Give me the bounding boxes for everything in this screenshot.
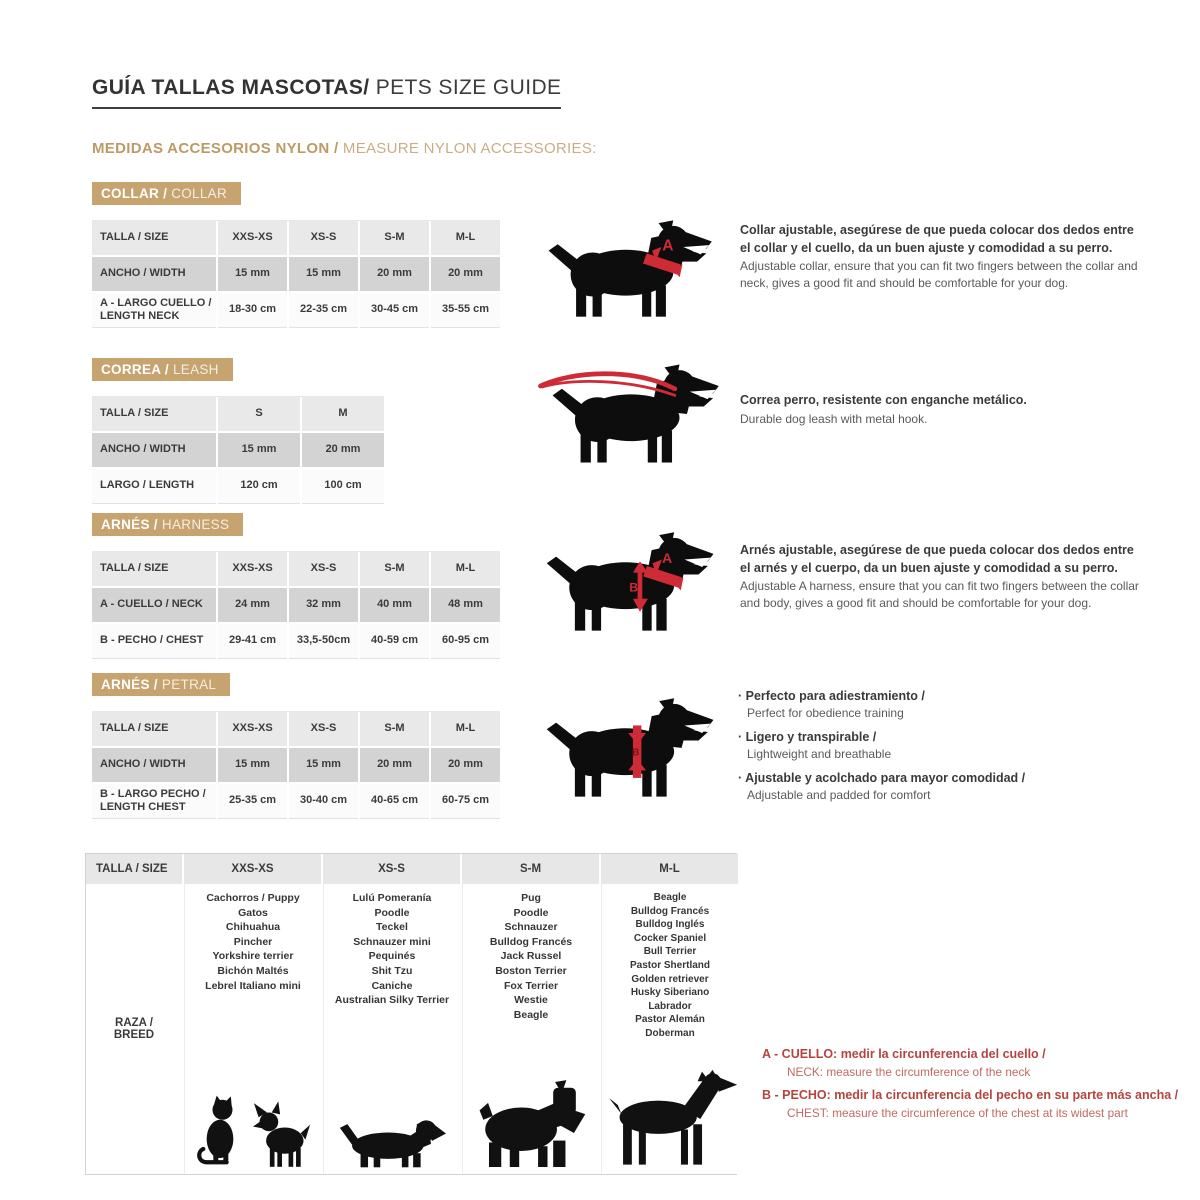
dog-silhouette-leash-icon — [528, 358, 733, 470]
petral-bullets — [738, 688, 1148, 811]
breed-item: Caniche — [371, 979, 413, 992]
breed-item: Pequinés — [368, 950, 416, 963]
breed-item: Australian Silky Terrier — [334, 994, 450, 1007]
petral-badge-en: PETRAL — [157, 677, 217, 692]
collar-badge-es: COLLAR / — [101, 186, 168, 201]
size-table-value-cell: 100 cm — [302, 469, 384, 504]
size-table-value-cell: 20 mm — [302, 433, 384, 467]
leash-dog-figure — [528, 358, 733, 470]
breed-item: Gatos — [238, 906, 268, 919]
breed-item: Bulldog Inglés — [635, 919, 705, 931]
breed-item: Beagle — [653, 892, 687, 903]
harness-description-es: Arnés ajustable, asegúrese de que pueda colocar dos dedos entre el arnés y el cuerpo, da un buen ajuste y comodidad a su perro. — [740, 543, 1134, 575]
size-table-value-cell: 20 mm — [431, 748, 500, 782]
harness-badge — [92, 513, 243, 536]
breed-item: Cachorros / Puppy — [206, 892, 300, 904]
size-table-value-cell: 60-75 cm — [431, 784, 500, 819]
breed-item: Beagle — [513, 1008, 549, 1021]
breed-item: Schnauzer — [504, 921, 558, 934]
size-table-value-cell: 40-59 cm — [360, 624, 429, 659]
breed-header-s-m: S-M — [462, 854, 599, 884]
breed-table — [85, 853, 737, 1175]
breed-item: Fox Terrier — [503, 979, 559, 992]
size-table-value-cell: 29-41 cm — [218, 624, 287, 659]
breed-item: Schnauzer mini — [353, 935, 431, 948]
breed-col-s-m — [462, 884, 599, 1174]
size-table-header-cell: TALLA / SIZE — [92, 397, 216, 431]
breed-item: Chihuahua — [225, 921, 281, 934]
size-table-value-cell: 120 cm — [218, 469, 300, 504]
collar-size-table — [92, 220, 500, 328]
page-title-es: GUÍA TALLAS MASCOTAS/ — [92, 76, 370, 99]
size-table-value-cell: 33,5-50cm — [289, 624, 358, 659]
breed-row-label: RAZA / BREED — [86, 884, 182, 1174]
breed-col-xxs-xs — [184, 884, 321, 1174]
dog-silhouette-harness-icon — [543, 522, 721, 640]
breed-list-s-m — [463, 891, 599, 1022]
cat-silhouette-icon — [195, 1091, 245, 1171]
size-table-header-cell: XS-S — [289, 221, 358, 255]
size-table-header-cell: TALLA / SIZE — [92, 552, 216, 586]
size-table-value-cell: 32 mm — [289, 588, 358, 622]
breed-item: Bulldog Francés — [630, 905, 710, 917]
size-table-header-cell: XS-S — [289, 552, 358, 586]
section-leash — [92, 358, 384, 504]
size-table-row-label: A - CUELLO / NECK — [92, 588, 216, 622]
breed-item: Doberman — [645, 1027, 695, 1039]
size-table-header-cell: S-M — [360, 712, 429, 746]
section-collar — [92, 182, 500, 328]
collar-marker-letter: A — [662, 237, 674, 255]
size-table-header-cell: TALLA / SIZE — [92, 221, 216, 255]
collar-dog-figure — [543, 214, 721, 324]
breed-list-m-l — [602, 891, 738, 1041]
size-table-header-cell: S-M — [360, 552, 429, 586]
size-table-row-label: B - PECHO / CHEST — [92, 624, 216, 659]
breed-col-m-l — [601, 884, 738, 1174]
breed-item: Boston Terrier — [495, 964, 567, 977]
size-table-row-label: ANCHO / WIDTH — [92, 748, 216, 782]
size-table-value-cell: 22-35 cm — [289, 293, 358, 328]
size-table-value-cell: 48 mm — [431, 588, 500, 622]
petral-size-table — [92, 711, 500, 819]
size-table-row-label: B - LARGO PECHO / LENGTH CHEST — [92, 784, 216, 819]
harness-description — [740, 542, 1142, 612]
breed-item: Pug — [521, 892, 541, 904]
petral-badge-es: ARNÉS / — [101, 677, 158, 692]
size-table-header-cell: M-L — [431, 221, 500, 255]
page-subtitle — [92, 140, 597, 157]
doberman-silhouette-icon — [602, 1067, 738, 1171]
note-chest: B - PECHO: medir la circunferencia del pecho en su parte más ancha / CHEST: measure the circumference of the chest at its widest part — [762, 1088, 1179, 1120]
page-title — [92, 76, 561, 109]
breed-item: Pastor Alemán — [635, 1014, 705, 1026]
size-table-row-label: A - LARGO CUELLO / LENGTH NECK — [92, 293, 216, 328]
size-table-value-cell: 30-45 cm — [360, 293, 429, 328]
harness-marker-letter-a: A — [661, 550, 673, 567]
measuring-notes — [762, 1046, 1192, 1128]
collar-badge-en: COLLAR — [167, 186, 228, 201]
harness-size-table — [92, 551, 500, 659]
breed-item: Bulldog Francés — [489, 935, 573, 948]
size-table-value-cell: 15 mm — [289, 257, 358, 291]
size-table-header-cell: XXS-XS — [218, 221, 287, 255]
harness-marker-letter-b: B — [629, 580, 638, 595]
schnauzer-silhouette-icon — [472, 1079, 590, 1171]
dachshund-silhouette-icon — [338, 1111, 446, 1171]
size-table-header-cell: S-M — [360, 221, 429, 255]
breed-item: Westie — [514, 994, 548, 1007]
harness-badge-en: HARNESS — [157, 517, 230, 532]
collar-description — [740, 222, 1142, 292]
size-table-value-cell: 35-55 cm — [431, 293, 500, 328]
breed-item: Poodle — [513, 906, 549, 919]
size-table-value-cell: 15 mm — [218, 433, 300, 467]
collar-badge — [92, 182, 241, 205]
petral-badge — [92, 673, 230, 696]
harness-description-en: Adjustable A harness, ensure that you can fit two fingers between the collar and body, gives a good fit and should be comfortable for your dog. — [740, 579, 1139, 611]
breed-item: Cocker Spaniel — [633, 932, 707, 944]
petral-bullet: · Ligero y transpirable / Lightweight and breathable — [738, 729, 1148, 762]
collar-description-en: Adjustable collar, ensure that you can fit two fingers between the collar and neck, gives a good fit and should be comfortable for your dog. — [740, 259, 1138, 291]
breed-item: Pincher — [233, 935, 273, 948]
breed-item: Golden retriever — [631, 973, 709, 985]
breed-table-header — [86, 854, 736, 884]
leash-size-table — [92, 396, 384, 504]
breed-item: Jack Russel — [500, 950, 562, 963]
dog-silhouette-petral-icon — [543, 688, 721, 806]
size-table-value-cell: 15 mm — [218, 257, 287, 291]
section-petral — [92, 673, 500, 819]
size-table-row-label: LARGO / LENGTH — [92, 469, 216, 504]
breed-table-body — [86, 884, 736, 1174]
breed-header-talla: TALLA / SIZE — [86, 854, 182, 884]
breed-item: Pastor Shertland — [629, 959, 711, 971]
size-table-value-cell: 20 mm — [431, 257, 500, 291]
size-table-value-cell: 18-30 cm — [218, 293, 287, 328]
leash-description — [740, 392, 1142, 428]
petral-marker-letter: B — [632, 747, 640, 759]
size-table-header-cell: M-L — [431, 712, 500, 746]
petral-bullet: · Ajustable y acolchado para mayor comodidad / Adjustable and padded for comfort — [738, 770, 1148, 803]
breed-header-xxs-xs: XXS-XS — [184, 854, 321, 884]
breed-item: Yorkshire terrier — [212, 950, 294, 963]
size-table-header-cell: M — [302, 397, 384, 431]
size-table-header-cell: XS-S — [289, 712, 358, 746]
size-table-value-cell: 40 mm — [360, 588, 429, 622]
leash-badge-en: LEASH — [168, 362, 219, 377]
breed-list-xs-s — [324, 891, 460, 1008]
size-table-value-cell: 30-40 cm — [289, 784, 358, 819]
size-table-header-cell: S — [218, 397, 300, 431]
breed-item: Lulú Pomeranía — [352, 892, 432, 904]
chihuahua-silhouette-icon — [253, 1099, 311, 1171]
breed-header-m-l: M-L — [601, 854, 738, 884]
leash-badge — [92, 358, 233, 381]
breed-item: Teckel — [376, 921, 408, 934]
harness-dog-figure — [543, 522, 721, 640]
size-table-value-cell: 20 mm — [360, 257, 429, 291]
petral-bullet: · Perfecto para adiestramiento / Perfect for obedience training — [738, 688, 1148, 721]
breed-item: Shit Tzu — [371, 964, 413, 977]
size-table-row-label: ANCHO / WIDTH — [92, 433, 216, 467]
leash-description-es: Correa perro, resistente con enganche metálico. — [740, 393, 1027, 407]
size-table-header-cell: M-L — [431, 552, 500, 586]
size-table-value-cell: 15 mm — [218, 748, 287, 782]
size-table-value-cell: 15 mm — [289, 748, 358, 782]
size-table-header-cell: XXS-XS — [218, 712, 287, 746]
breed-item: Labrador — [648, 1000, 692, 1012]
page-subtitle-en: MEASURE NYLON ACCESSORIES: — [338, 140, 597, 157]
breed-item: Bichón Maltés — [217, 964, 289, 977]
collar-description-es: Collar ajustable, asegúrese de que pueda colocar dos dedos entre el collar y el cuello, da un buen ajuste y comodidad a su perro. — [740, 223, 1134, 255]
breed-header-xs-s: XS-S — [323, 854, 460, 884]
size-table-value-cell: 20 mm — [360, 748, 429, 782]
dog-silhouette-collar-icon — [543, 214, 721, 324]
breed-item: Poodle — [374, 906, 410, 919]
page-subtitle-es: MEDIDAS ACCESORIOS NYLON / — [92, 140, 339, 157]
breed-item: Husky Siberiano — [630, 987, 710, 999]
petral-dog-figure — [543, 688, 721, 806]
size-table-value-cell: 25-35 cm — [218, 784, 287, 819]
size-table-value-cell: 24 mm — [218, 588, 287, 622]
breed-item: Lebrel Italiano mini — [205, 979, 301, 992]
section-harness — [92, 513, 500, 659]
leash-badge-es: CORREA / — [101, 362, 169, 377]
size-table-header-cell: XXS-XS — [218, 552, 287, 586]
size-table-row-label: ANCHO / WIDTH — [92, 257, 216, 291]
leash-description-en: Durable dog leash with metal hook. — [740, 411, 928, 426]
size-table-header-cell: TALLA / SIZE — [92, 712, 216, 746]
harness-badge-es: ARNÉS / — [101, 517, 158, 532]
size-table-value-cell: 40-65 cm — [360, 784, 429, 819]
page-title-en: PETS SIZE GUIDE — [369, 76, 562, 99]
breed-list-xxs-xs — [185, 891, 321, 993]
size-table-value-cell: 60-95 cm — [431, 624, 500, 659]
note-neck: A - CUELLO: medir la circunferencia del cuello / NECK: measure the circumference of the neck — [762, 1047, 1046, 1079]
breed-col-xs-s — [323, 884, 460, 1174]
breed-item: Bull Terrier — [643, 946, 697, 958]
